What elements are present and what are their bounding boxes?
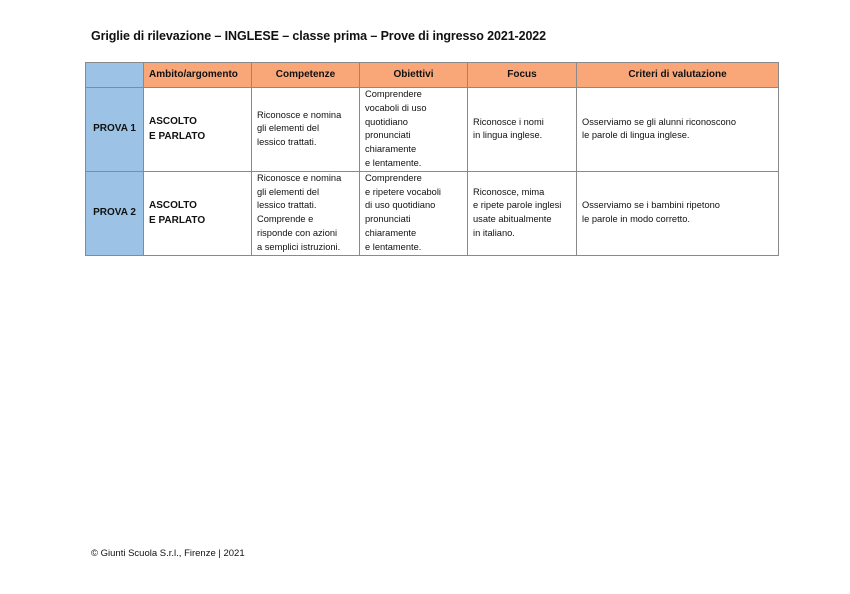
criteri-cell: Osserviamo se i bambini ripetono le parole in modo corretto. — [577, 171, 779, 255]
focus-cell: Riconosce i nomi in lingua inglese. — [468, 88, 577, 172]
header-focus: Focus — [468, 63, 577, 88]
header-competenze: Competenze — [252, 63, 360, 88]
competenze-cell: Riconosce e nomina gli elementi del lessico trattati. Comprende e risponde con azioni a semplici istruzioni. — [252, 171, 360, 255]
obiettivi-cell: Comprendere vocaboli di uso quotidiano pronunciati chiaramente e lentamente. — [360, 88, 468, 172]
header-criteri: Criteri di valutazione — [577, 63, 779, 88]
ambito-cell: ASCOLTO E PARLATO — [144, 171, 252, 255]
ambito-cell: ASCOLTO E PARLATO — [144, 88, 252, 172]
evaluation-grid-table — [85, 62, 779, 256]
obiettivi-cell: Comprendere e ripetere vocaboli di uso quotidiano pronunciati chiaramente e lentamente. — [360, 171, 468, 255]
header-ambito: Ambito/argomento — [144, 63, 252, 88]
page-title: Griglie di rilevazione – INGLESE – classe prima – Prove di ingresso 2021-2022 — [91, 29, 547, 43]
table-row — [86, 171, 779, 255]
table-header-row — [86, 63, 779, 88]
copyright-footer: © Giunti Scuola S.r.l., Firenze | 2021 — [91, 548, 245, 559]
prova-label: PROVA 2 — [86, 171, 144, 255]
criteri-cell: Osserviamo se gli alunni riconoscono le parole di lingua inglese. — [577, 88, 779, 172]
prova-label: PROVA 1 — [86, 88, 144, 172]
competenze-cell: Riconosce e nomina gli elementi del lessico trattati. — [252, 88, 360, 172]
focus-cell: Riconosce, mima e ripete parole inglesi usate abitualmente in italiano. — [468, 171, 577, 255]
table-row — [86, 88, 779, 172]
header-corner-cell — [86, 63, 144, 88]
header-obiettivi: Obiettivi — [360, 63, 468, 88]
